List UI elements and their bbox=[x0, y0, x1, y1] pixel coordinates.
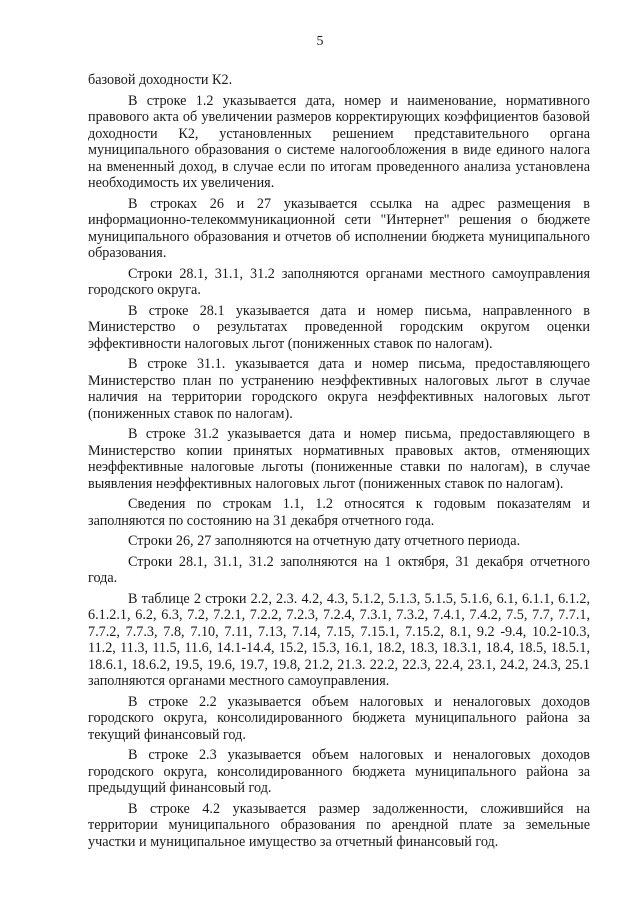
paragraph: В строке 1.2 указывается дата, номер и наименование, нормативного правового акта об увеличении размеров корректирующих коэффициентов базовой доходности К2, установленных решением представительного органа муниципального образования о системе налогообложения в виде единого налога на вмененный доход, в случае если по итогам проведенного анализа установлена необходимость их увеличения. bbox=[88, 92, 590, 191]
paragraph: В таблице 2 строки 2.2, 2.3. 4.2, 4.3, 5.1.2, 5.1.3, 5.1.5, 5.1.6, 6.1, 6.1.1, 6.1.2, 6.1.2.1, 6.2, 6.3, 7.2, 7.2.1, 7.2.2, 7.2.3, 7.2.4, 7.3.1, 7.3.2, 7.4.1, 7.4.2, 7.5, 7.7, 7.7.1, 7.7.2, 7.7.3, 7.8, 7.10, 7.11, 7.13, 7.14, 7.15, 7.15.1, 7.15.2, 8.1, 9.2 -9.4, 10.2-10.3, 11.2, 11.3, 11.5, 11.6, 14.1-14.4, 15.2, 15.3, 16.1, 18.2, 18.3, 18.3.1, 18.4, 18.5, 18.5.1, 18.6.1, 18.6.2, 19.5, 19.6, 19.7, 19.8, 21.2, 21.3. 22.2, 22.3, 22.4, 23.1, 24.2, 24.3, 25.1 заполняются органами местного самоуправления. bbox=[88, 590, 590, 689]
paragraph: В строке 2.2 указывается объем налоговых и неналоговых доходов городского округа, консолидированного бюджета муниципального района за текущий финансовый год. bbox=[88, 693, 590, 743]
paragraph: В строке 2.3 указывается объем налоговых и неналоговых доходов городского округа, консолидированного бюджета муниципального района за предыдущий финансовый год. bbox=[88, 747, 590, 796]
paragraph: В строке 4.2 указывается размер задолженности, сложившийся на территории муниципального образования по арендной плате за земельные участки и муниципальное имущество за отчетный финансовый год. bbox=[88, 800, 590, 850]
document-body bbox=[88, 72, 590, 854]
page-number: 5 bbox=[316, 34, 324, 49]
paragraph: В строке 31.1. указывается дата и номер письма, предоставляющего Министерство план по устранению неэффективных налоговых льгот в случае наличия на территории городского округа неэффективных налоговых льгот (пониженных ставок по налогам). bbox=[88, 356, 590, 422]
paragraph: В строках 26 и 27 указывается ссылка на адрес размещения в информационно-телекоммуникационной сети "Интернет" решения о бюджете муниципального образования и отчетов об исполнении бюджета муниципального образования. bbox=[88, 195, 590, 261]
paragraph: Сведения по строкам 1.1, 1.2 относятся к годовым показателям и заполняются по состоянию на 31 декабря отчетного года. bbox=[88, 496, 590, 529]
paragraph: Строки 26, 27 заполняются на отчетную дату отчетного периода. bbox=[128, 533, 521, 549]
paragraph: В строке 31.2 указывается дата и номер письма, предоставляющего в Министерство копии принятых нормативных правовых актов, отменяющих неэффективные налоговые льготы (пониженные ставки по налогам), в случае выявления неэффективных налоговых льгот (пониженных ставок по налогам). bbox=[88, 426, 590, 492]
paragraph: В строке 28.1 указывается дата и номер письма, направленного в Министерство о результатах проведенной городским округом оценки эффективности налоговых льгот (пониженных ставок по налогам). bbox=[88, 302, 590, 352]
paragraph: Строки 28.1, 31.1, 31.2 заполняются органами местного самоуправления городского округа. bbox=[88, 265, 590, 298]
paragraph: Строки 28.1, 31.1, 31.2 заполняются на 1 октября, 31 декабря отчетного года. bbox=[88, 553, 590, 586]
paragraph: базовой доходности К2. bbox=[88, 72, 233, 88]
